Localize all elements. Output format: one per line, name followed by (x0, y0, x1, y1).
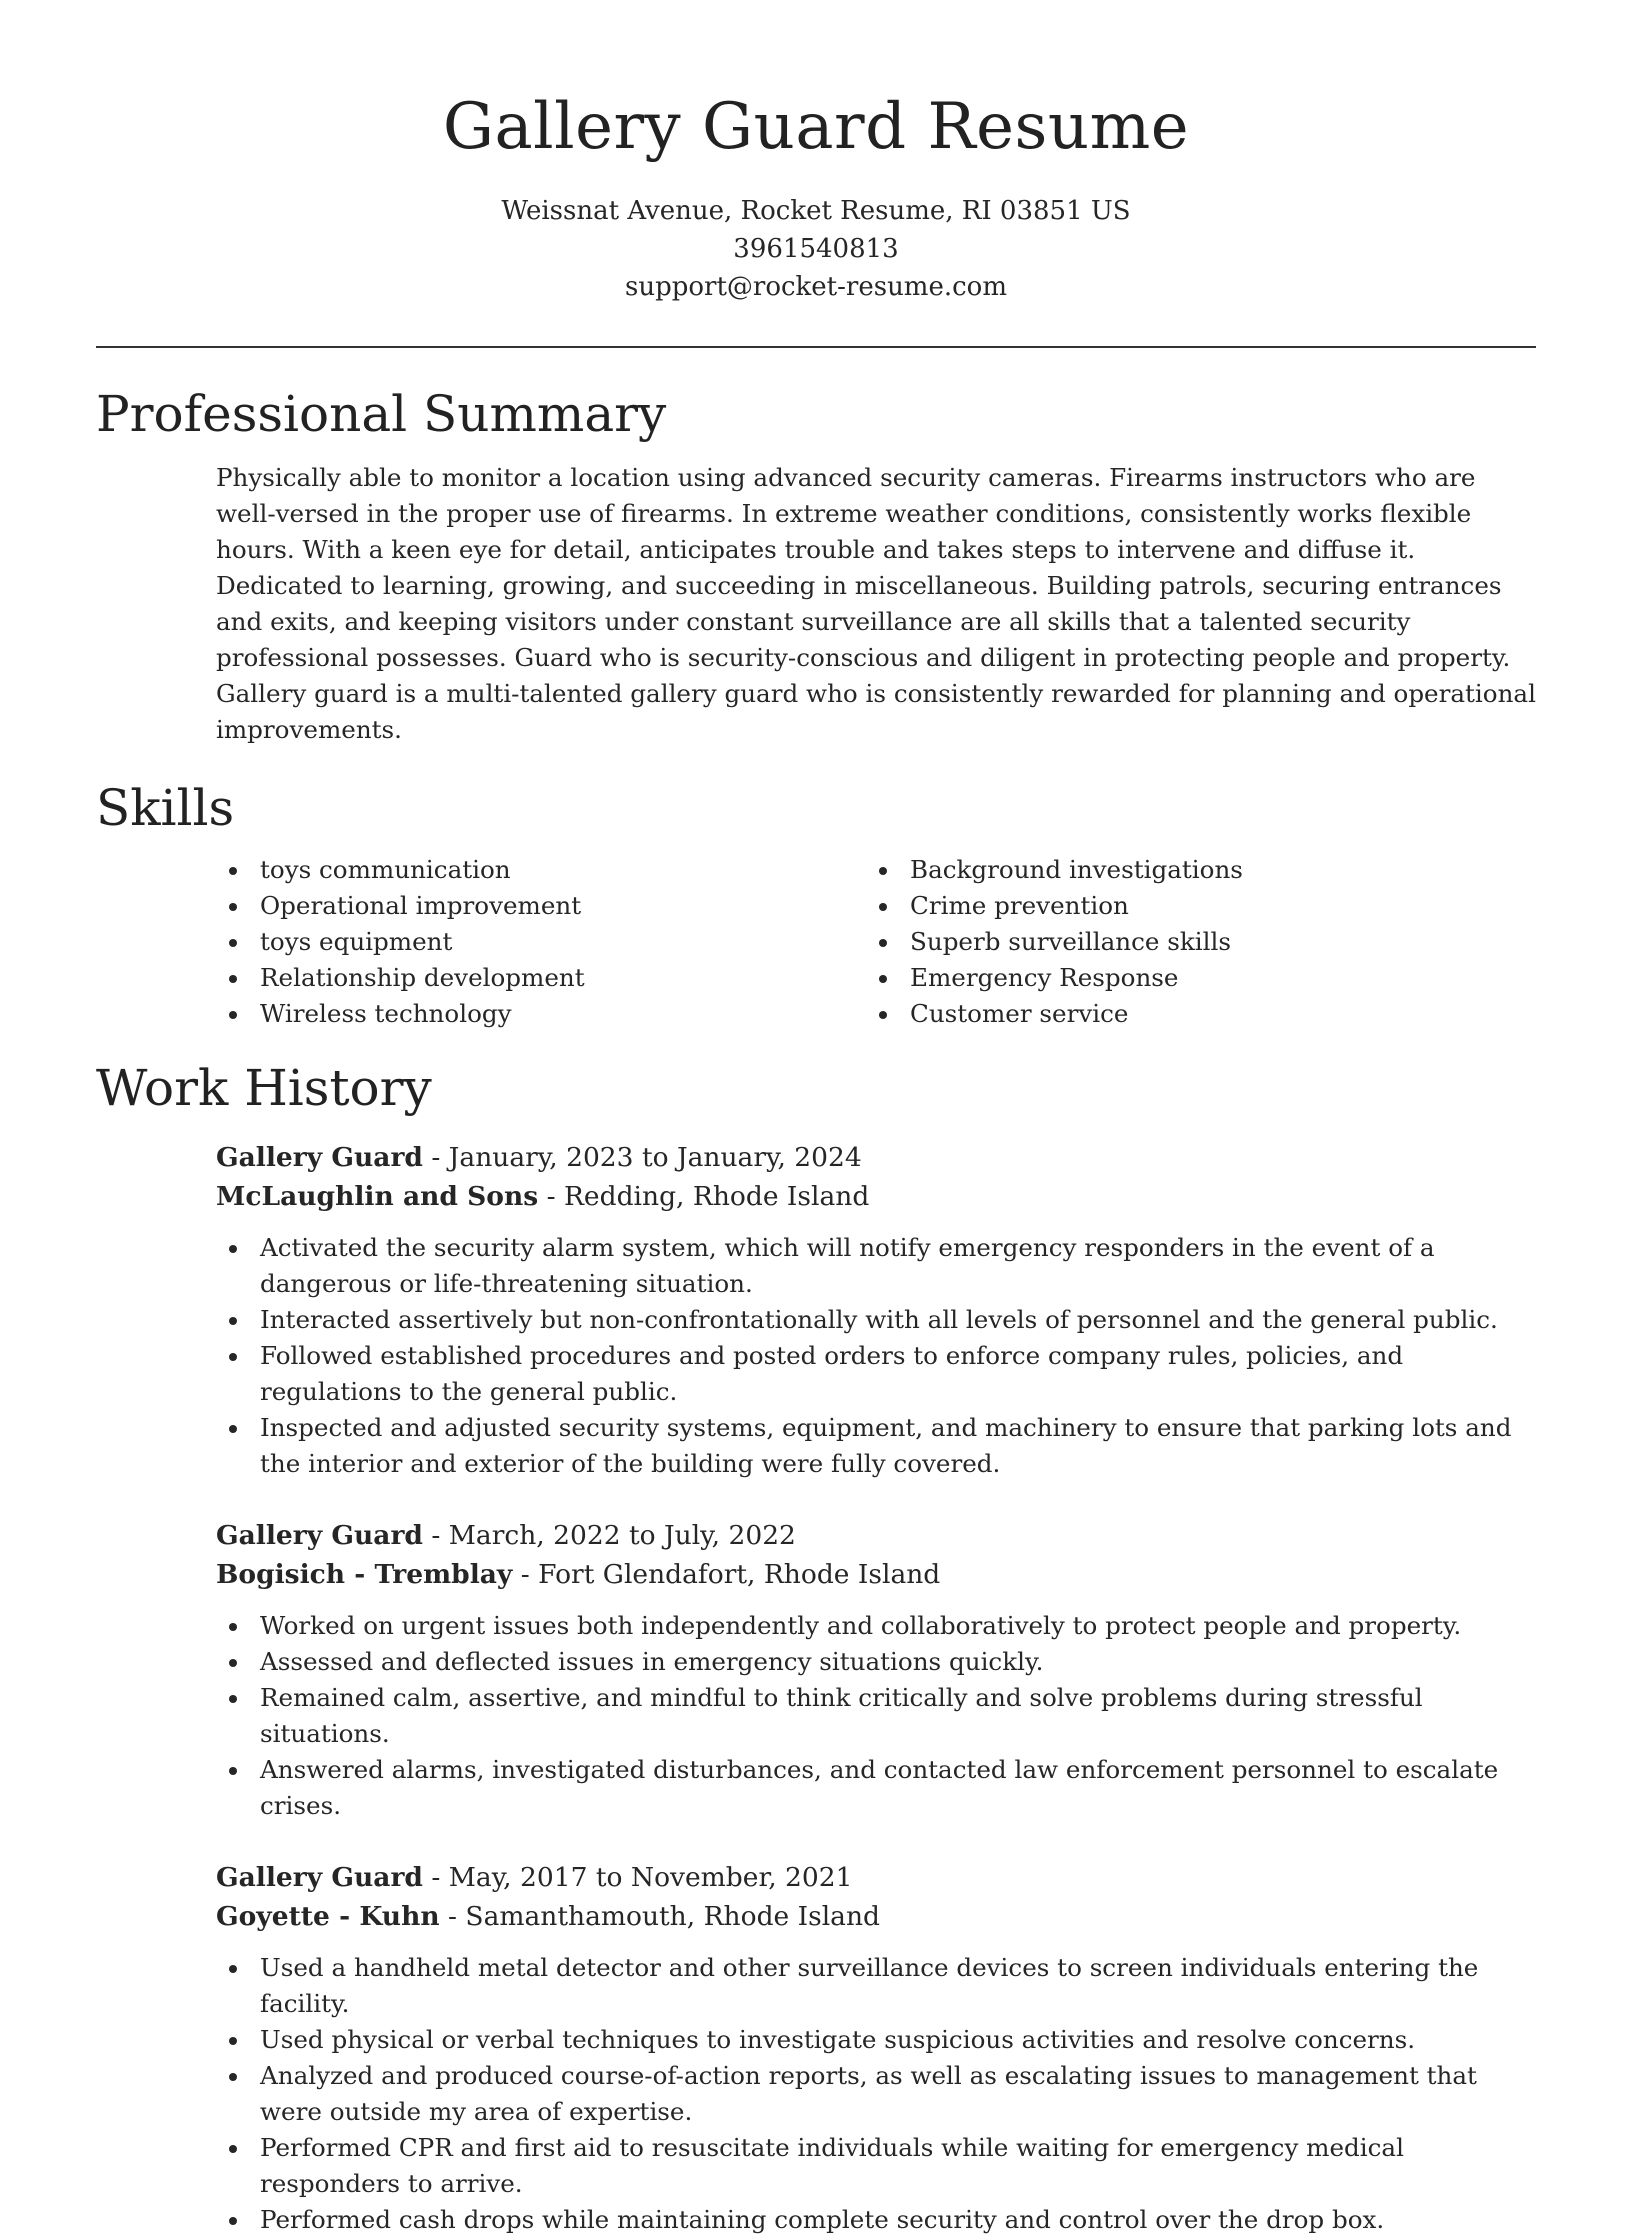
job-bullet: Activated the security alarm system, which will notify emergency responders in the event of a dangerous or life-threatening situation. (216, 1230, 1536, 1302)
skill-item: Customer service (866, 996, 1516, 1032)
job-company-line: Goyette - Kuhn - Samanthamouth, Rhode Island (216, 1901, 881, 1932)
job-bullet: Interacted assertively but non-confrontationally with all levels of personnel and the general public. (216, 1302, 1536, 1338)
job-title: Gallery Guard (216, 1142, 423, 1173)
job-entry (216, 1858, 1536, 2238)
job-bullet: Worked on urgent issues both independently and collaboratively to protect people and property. (216, 1608, 1536, 1644)
job-bullet: Performed CPR and first aid to resuscitate individuals while waiting for emergency medical responders to arrive. (216, 2130, 1536, 2202)
resume-page (96, 0, 1536, 2238)
job-bullet: Followed established procedures and posted orders to enforce company rules, policies, and regulations to the general public. (216, 1338, 1536, 1410)
job-dates: May, 2017 to November, 2021 (448, 1862, 853, 1893)
skills-grid (216, 852, 1536, 1032)
contact-email: support@rocket-resume.com (624, 272, 1007, 302)
job-bullet: Answered alarms, investigated disturbances, and contacted law enforcement personnel to escalate crises. (216, 1752, 1536, 1824)
job-title-line: Gallery Guard - May, 2017 to November, 2021 (216, 1862, 853, 1893)
job-company: Goyette - Kuhn (216, 1901, 440, 1932)
summary-heading: Professional Summary (96, 385, 667, 443)
job-dates: January, 2023 to January, 2024 (448, 1142, 862, 1173)
skill-item: Emergency Response (866, 960, 1516, 996)
skill-item: toys equipment (216, 924, 866, 960)
skills-heading: Skills (96, 779, 235, 837)
summary-section (96, 382, 1536, 748)
job-company: McLaughlin and Sons (216, 1181, 539, 1212)
job-bullets (216, 1950, 1536, 2238)
contact-phone: 3961540813 (733, 234, 899, 264)
job-bullet: Used a handheld metal detector and other surveillance devices to screen individuals entering the facility. (216, 1950, 1536, 2022)
job-title-line: Gallery Guard - March, 2022 to July, 2022 (216, 1520, 796, 1551)
skills-section (96, 776, 1536, 1032)
skill-item: Superb surveillance skills (866, 924, 1516, 960)
contact-address: Weissnat Avenue, Rocket Resume, RI 03851 US (501, 196, 1131, 226)
header-divider (96, 346, 1536, 348)
job-bullet: Remained calm, assertive, and mindful to think critically and solve problems during stressful situations. (216, 1680, 1536, 1752)
summary-text: Physically able to monitor a location using advanced security cameras. Firearms instructors who are well-versed in the proper use of firearms. In extreme weather conditions, consistently works flexible hours. With a keen eye for detail, anticipates trouble and takes steps to intervene and diffuse it. Dedicated to learning, growing, and succeeding in miscellaneous. Building patrols, securing entrances and exits, and keeping visitors under constant surveillance are all skills that a talented security professional possesses. Guard who is security-conscious and diligent in protecting people and property. Gallery guard is a multi-talented gallery guard who is consistently rewarded for planning and operational improvements. (216, 463, 1536, 744)
job-title: Gallery Guard (216, 1520, 423, 1551)
job-bullet: Performed cash drops while maintaining complete security and control over the drop box. (216, 2202, 1536, 2238)
job-bullet: Assessed and deflected issues in emergency situations quickly. (216, 1644, 1536, 1680)
skill-item: toys communication (216, 852, 866, 888)
job-location: Redding, Rhode Island (563, 1181, 870, 1212)
skill-item: Background investigations (866, 852, 1516, 888)
job-bullets (216, 1608, 1536, 1824)
job-location: Samanthamouth, Rhode Island (465, 1901, 881, 1932)
contact-block (96, 192, 1536, 306)
job-company: Bogisich - Tremblay (216, 1559, 513, 1590)
skill-item: Crime prevention (866, 888, 1516, 924)
job-entry (216, 1516, 1536, 1824)
job-company-line: Bogisich - Tremblay - Fort Glendafort, Rhode Island (216, 1559, 941, 1590)
work-history-section (96, 1056, 1536, 2238)
job-title: Gallery Guard (216, 1862, 423, 1893)
job-bullets (216, 1230, 1536, 1482)
job-bullet: Used physical or verbal techniques to investigate suspicious activities and resolve concerns. (216, 2022, 1536, 2058)
skills-column-left (216, 852, 866, 1032)
job-company-line: McLaughlin and Sons - Redding, Rhode Island (216, 1181, 870, 1212)
work-history-heading: Work History (96, 1059, 432, 1117)
job-title-line: Gallery Guard - January, 2023 to January, 2024 (216, 1142, 862, 1173)
skills-column-right (866, 852, 1516, 1032)
job-entry (216, 1138, 1536, 1482)
skill-item: Operational improvement (216, 888, 866, 924)
job-bullet: Analyzed and produced course-of-action reports, as well as escalating issues to management that were outside my area of expertise. (216, 2058, 1536, 2130)
skill-item: Wireless technology (216, 996, 866, 1032)
job-bullet: Inspected and adjusted security systems, equipment, and machinery to ensure that parking lots and the interior and exterior of the building were fully covered. (216, 1410, 1536, 1482)
resume-title: Gallery Guard Resume (442, 90, 1190, 164)
skill-item: Relationship development (216, 960, 866, 996)
job-location: Fort Glendafort, Rhode Island (538, 1559, 941, 1590)
job-dates: March, 2022 to July, 2022 (448, 1520, 796, 1551)
